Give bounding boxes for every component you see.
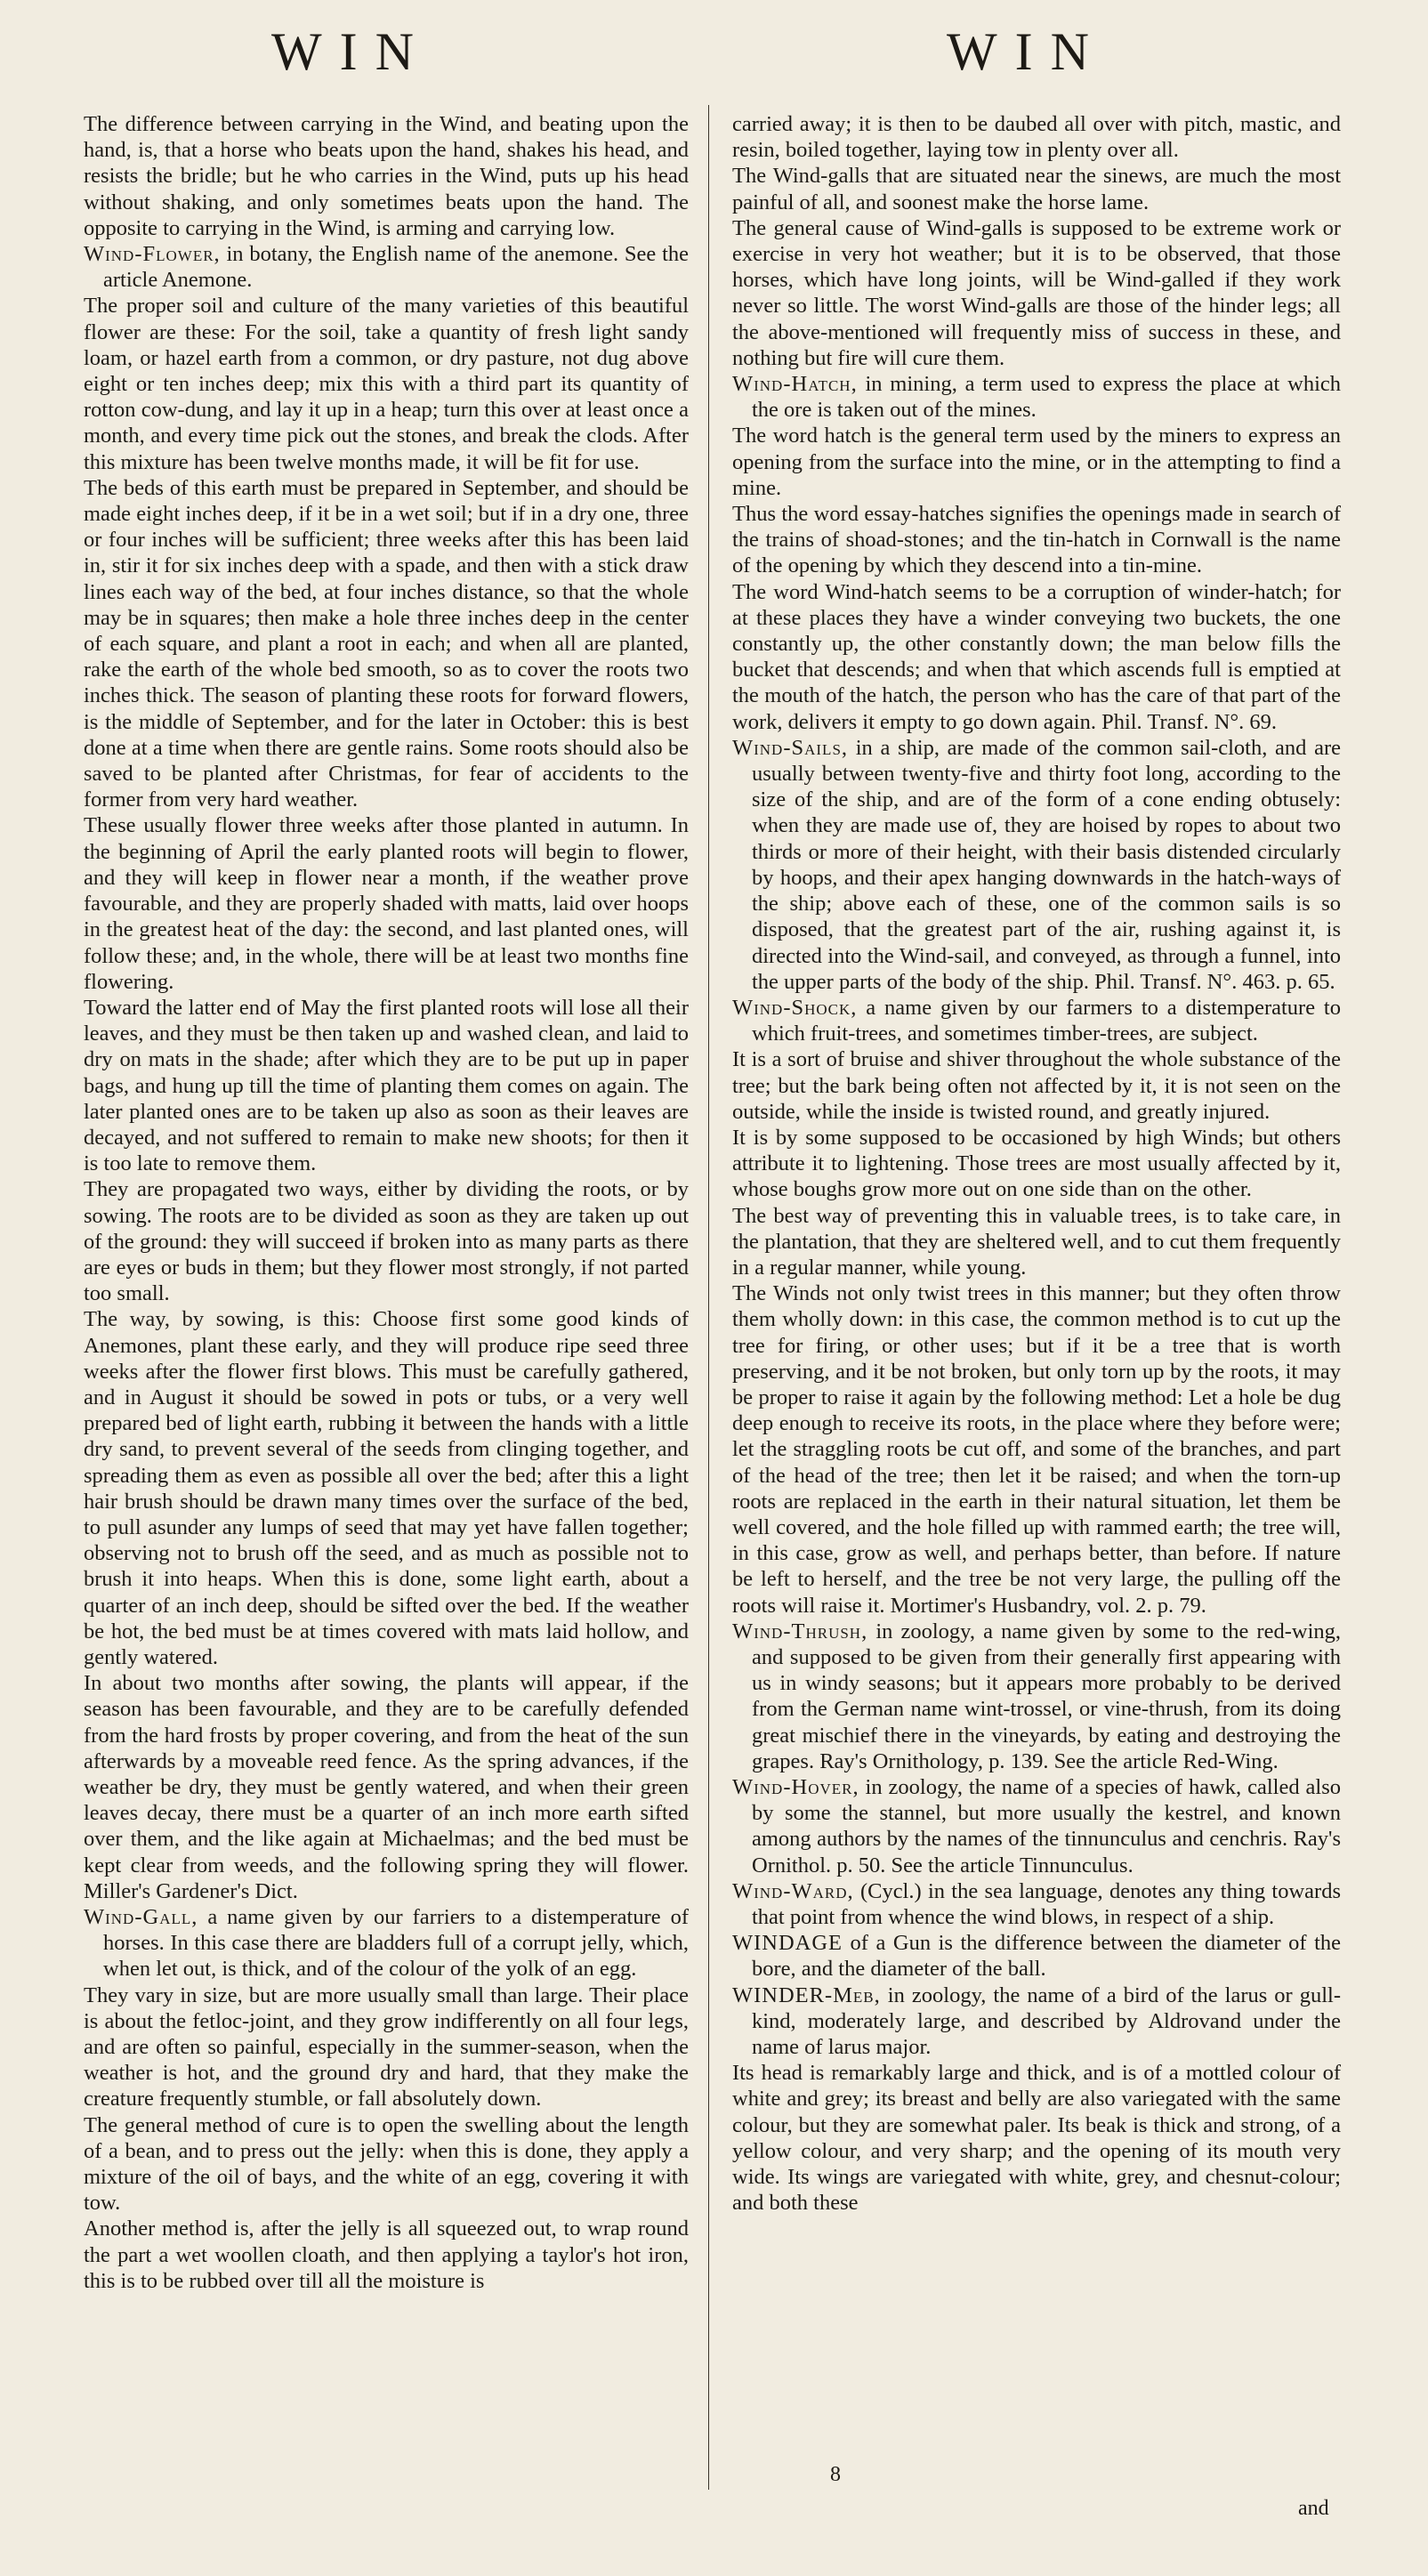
- paragraph: [84, 1670, 689, 1904]
- dictionary-entry: [84, 1904, 689, 1982]
- paragraph: [732, 1125, 1341, 1203]
- entry-headword: Wind-Hatch,: [732, 372, 858, 397]
- paragraph: [84, 812, 689, 994]
- entry-text: carried away; it is then to be daubed all over with pitch, mastic, and resin, boiled together, laying tow in plenty over all.: [732, 112, 1341, 163]
- signature-mark: 8: [830, 2463, 841, 2486]
- paragraph: [84, 111, 689, 241]
- entry-text: a name given by our farriers to a distemperature of horses. In this case there are bladders full of a corrupt jelly, which, when let out, is thick, and of the colour of the yolk of an egg.: [103, 1905, 689, 1982]
- running-head-right: WIN: [947, 22, 1107, 81]
- paragraph: [732, 423, 1341, 501]
- entry-text: a name given by our farmers to a distemperature to which fruit-trees, and sometimes timber-trees, are subject.: [752, 995, 1341, 1046]
- paragraph: [84, 1306, 689, 1670]
- entry-headword: Wind-Flower,: [84, 242, 221, 267]
- paragraph: [84, 1176, 689, 1306]
- column-divider: [708, 105, 709, 2490]
- paragraph: [732, 215, 1341, 371]
- entry-headword: WINDER-Meb,: [732, 1982, 881, 2007]
- entry-text: It is a sort of bruise and shiver throughout the whole substance of the tree; but the bark being often not affected by it, it is not seen on the outside, while the inside is twisted round, and greatly injured.: [732, 1047, 1341, 1124]
- paragraph: [732, 163, 1341, 214]
- dictionary-entry: [732, 1930, 1341, 1982]
- dictionary-entry: [732, 735, 1341, 995]
- dictionary-entry: [732, 995, 1341, 1046]
- dictionary-entry: [732, 1619, 1341, 1774]
- entry-text: The word Wind-hatch seems to be a corruption of winder-hatch; for at these places they have a winder conveying two buckets, the one constantly up, the other constantly down; the man below fills the bucket that descends; and when that which ascends full is emptied at the mouth of the hatch, the person who has the care of that part of the work, delivers it empty to go down again. Phil. Transf. N°. 69.: [732, 579, 1341, 734]
- paragraph: [732, 1046, 1341, 1125]
- entry-text: The general method of cure is to open the swelling about the length of a bean, and to press out the jelly: when this is done, they apply a mixture of the oil of bays, and the white of an egg, covering it with tow.: [84, 2112, 689, 2216]
- entry-text: in mining, a term used to express the place at which the ore is taken out of the mines.: [752, 372, 1341, 423]
- paragraph: [84, 2216, 689, 2294]
- paragraph: [84, 995, 689, 1176]
- entry-text: The word hatch is the general term used by the miners to express an opening from the surface into the mine, or in the attempting to find a mine.: [732, 424, 1341, 500]
- dictionary-entry: [84, 241, 689, 293]
- entry-text: (Cycl.) in the sea language, denotes any thing towards that point from whence the wind blows, in respect of a ship.: [752, 1878, 1341, 1930]
- dictionary-entry: [732, 1982, 1341, 2061]
- entry-text: It is by some supposed to be occasioned by high Winds; but others attribute it to lightening. Those trees are most usually affected by it, whose boughs grow more out on one side than on the other.: [732, 1125, 1341, 1202]
- entry-text: Its head is remarkably large and thick, and is of a mottled colour of white and grey; its breast and belly are also variegated with the same colour, but they are somewhat paler. Its beak is thick and strong, of a yellow colour, and very sharp; and the opening of its mouth very wide. Its wings are variegated with white, grey, and chesnut-colour; and both these: [732, 2061, 1341, 2216]
- entry-text: In about two months after sowing, the plants will appear, if the season has been favourable, and they are to be carefully defended from the hard frosts by proper covering, and from the heat of the sun afterwards by a moveable reed fence. As the spring advances, if the weather be dry, they must be gently watered, and when their green leaves decay, there must be a quarter of an inch more earth sifted over them, and the like again at Michaelmas; and the bed must be kept clear from weeds, and the following spring they will flower. Miller's Gardener's Dict.: [84, 1671, 689, 1903]
- entry-text: The best way of preventing this in valuable trees, is to take care, in the plantation, that they are sheltered well, and to cut them frequently in a regular manner, while young.: [732, 1203, 1341, 1280]
- dictionary-entry: [732, 1774, 1341, 1878]
- entry-headword: Wind-Thrush,: [732, 1619, 868, 1643]
- entry-text: The way, by sowing, is this: Choose first some good kinds of Anemones, plant these early, and they will produce ripe seed three weeks after the flower first blows. This must be carefully gathered, and in August it should be sowed in pots or tubs, or a very well prepared bed of light earth, rubbing it between the hands with a little dry sand, to prevent several of the seeds from clinging together, and spreading them as even as possible all over the bed; after this a light hair brush should be drawn many times over the surface of the bed, to pull asunder any lumps of seed that may yet have fallen together; observing not to brush off the seed, and as much as possible not to brush it into heaps. When this is done, some light earth, about a quarter of an inch deep, should be sifted over the bed. If the weather be hot, the bed must be at times covered with mats laid hollow, and gently watered.: [84, 1307, 689, 1669]
- entry-text: The Wind-galls that are situated near the sinews, are much the most painful of all, and soonest make the horse lame.: [732, 164, 1341, 214]
- dictionary-entry: [732, 371, 1341, 423]
- entry-text: They are propagated two ways, either by dividing the roots, or by sowing. The roots are to be divided as soon as they are taken up out of the ground: they will succeed if broken into as many parts as there are eyes or buds in them; but they flower most strongly, if not parted too small.: [84, 1177, 689, 1306]
- entry-text: The general cause of Wind-galls is supposed to be extreme work or exercise in very hot weather; but it is to be observed, that those horses, which have long joints, will be Wind-galled if they work never so little. The worst Wind-galls are those of the hinder legs; all the above-mentioned will frequently miss of success in these, and nothing but fire will cure them.: [732, 215, 1341, 370]
- entry-headword: WINDAGE: [732, 1931, 843, 1956]
- entry-text: in zoology, the name of a species of hawk, called also by some the stannel, but more usually the kestrel, and known among authors by the names of the tinnunculus and cenchris. Ray's Ornithol. p. 50. See the article Tinnunculus.: [752, 1775, 1341, 1877]
- paragraph: [84, 2112, 689, 2217]
- paragraph: [84, 293, 689, 474]
- paragraph: [732, 501, 1341, 579]
- running-head-left: WIN: [271, 22, 432, 81]
- right-column: [732, 111, 1341, 2216]
- entry-text: in a ship, are made of the common sail-cloth, and are usually between twenty-five and thirty foot long, according to the size of the ship, and are of the form of a cone ending obtusely: when they are made use of, they are hoised by ropes to about two thirds or more of their height, with their basis distended circularly by hoops, and their apex hanging downwards in the hatch-ways of the ship; above each of these, one of the common sails is so disposed, that the greatest part of the air, rushing against it, is directed into the Wind-sail, and conveyed, as through a funnel, into the upper parts of the body of the ship. Phil. Transf. N°. 463. p. 65.: [752, 735, 1341, 994]
- entry-text: The Winds not only twist trees in this manner; but they often throw them wholly down: in this case, the common method is to cut up the tree for firing, or other uses; but if it be a tree that is worth preserving, and it be not broken, but only torn up by the roots, it may be proper to raise it again by the following method: Let a hole be dug deep enough to receive its roots, in the place where they before were; let the straggling roots be cut off, and some of the branches, and part of the head of the tree; then let it be raised; and when the torn-up roots are replaced in the earth in their natural situation, let them be well covered, and the hole filled up with rammed earth; the tree will, in this case, grow as well, and perhaps better, than before. If nature be left to herself, and the tree be not very large, the pulling off the roots will raise it. Mortimer's Husbandry, vol. 2. p. 79.: [732, 1281, 1341, 1618]
- entry-headword: Wind-Shock,: [732, 995, 858, 1020]
- entry-text: The difference between carrying in the Wind, and beating upon the hand, is, that a horse who beats upon the hand, shakes his head, and resists the bridle; but he who carries in the Wind, puts up his head without shaking, and only sometimes beats upon the hand. The opposite to carrying in the Wind, is arming and carrying low.: [84, 112, 689, 240]
- entry-headword: Wind-Sails,: [732, 735, 849, 760]
- entry-text: of a Gun is the difference between the diameter of the bore, and the diameter of the ball.: [752, 1931, 1341, 1982]
- catchword: and: [1298, 2497, 1329, 2520]
- dictionary-entry: [732, 1878, 1341, 1930]
- entry-text: in zoology, a name given by some to the red-wing, and supposed to be given from their generally first appearing with us in windy seasons; but it appears more probably to be derived from the German name wint-trossel, or vine-thrush, from its doing great mischief there in the vineyards, by eating and destroying the grapes. Ray's Ornithology, p. 139. See the article Red-Wing.: [752, 1619, 1341, 1773]
- entry-text: The beds of this earth must be prepared in September, and should be made eight inches deep, if it be in a wet soil; but if in a dry one, three or four inches will be sufficient; three weeks after this has been laid in, stir it for six inches deep with a spade, and then with a stick draw lines each way of the bed, at four inches distance, so that the whole may be in squares; then make a hole three inches deep in the center of each square, and plant a root in each; and when all are planted, rake the earth of the whole bed smooth, so as to cover the roots two inches thick. The season of planting these roots for forward flowers, is the middle of September, and for the later in October: this is best done at a time when there are gentle rains. Some roots should also be saved to be planted after Christmas, for fear of accidents to the former from very hard weather.: [84, 475, 689, 812]
- entry-headword: Wind-Hover,: [732, 1775, 859, 1799]
- entry-text: They vary in size, but are more usually small than large. Their place is about the fetloc-joint, and they grow indifferently on all four legs, and are often so painful, especially in the summer-season, when the weather is hot, and the ground dry and hard, that they make the creature frequently stumble, or fall absolutely down.: [84, 1982, 689, 2112]
- entry-text: Another method is, after the jelly is all squeezed out, to wrap round the part a wet woollen cloath, and then applying a taylor's hot iron, this is to be rubbed over till all the moisture is: [84, 2217, 689, 2293]
- entry-text: in zoology, the name of a bird of the larus or gull-kind, moderately large, and described by Aldrovand under the name of larus major.: [752, 1982, 1341, 2060]
- entry-text: Toward the latter end of May the first planted roots will lose all their leaves, and they must be then taken up and washed clean, and laid to dry on mats in the shade; after which they are to be put up in paper bags, and hung up till the time of planting them comes on again. The later planted ones are to be taken up also as soon as their leaves are decayed, and not suffered to remain to make new shoots; for then it is too late to remove them.: [84, 995, 689, 1176]
- paragraph: [732, 1280, 1341, 1619]
- paragraph: [732, 2060, 1341, 2216]
- left-column: [84, 111, 689, 2294]
- entry-text: These usually flower three weeks after those planted in autumn. In the beginning of April the early planted roots will begin to flower, and they will keep in flower near a month, if the weather prove favourable, and they are properly shaded with matts, laid over hoops in the greatest heat of the day: the second, and last planted ones, will follow these; and, in the whole, there will be at least two months fine flowering.: [84, 813, 689, 994]
- entry-headword: Wind-Gall,: [84, 1905, 198, 1930]
- paragraph: [732, 579, 1341, 735]
- paragraph: [732, 1203, 1341, 1281]
- paragraph: [732, 111, 1341, 163]
- entry-headword: Wind-Ward,: [732, 1878, 854, 1903]
- entry-text: The proper soil and culture of the many varieties of this beautiful flower are these: For the soil, take a quantity of fresh light sandy loam, or hazel earth from a common, or dry pasture, not dug above eight or ten inches deep; mix this with a third part its quantity of rotton cow-dung, and lay it up in a heap; turn this over at least once a month, and every time pick out the stones, and break the clods. After this mixture has been twelve months made, it will be fit for use.: [84, 294, 689, 474]
- paragraph: [84, 475, 689, 813]
- paragraph: [84, 1982, 689, 2112]
- entry-text: in botany, the English name of the anemone. See the article Anemone.: [103, 242, 689, 293]
- entry-text: Thus the word essay-hatches signifies the openings made in search of the trains of shoad-stones; and the tin-hatch in Cornwall is the name of the opening by which they descend into a tin-mine.: [732, 502, 1341, 578]
